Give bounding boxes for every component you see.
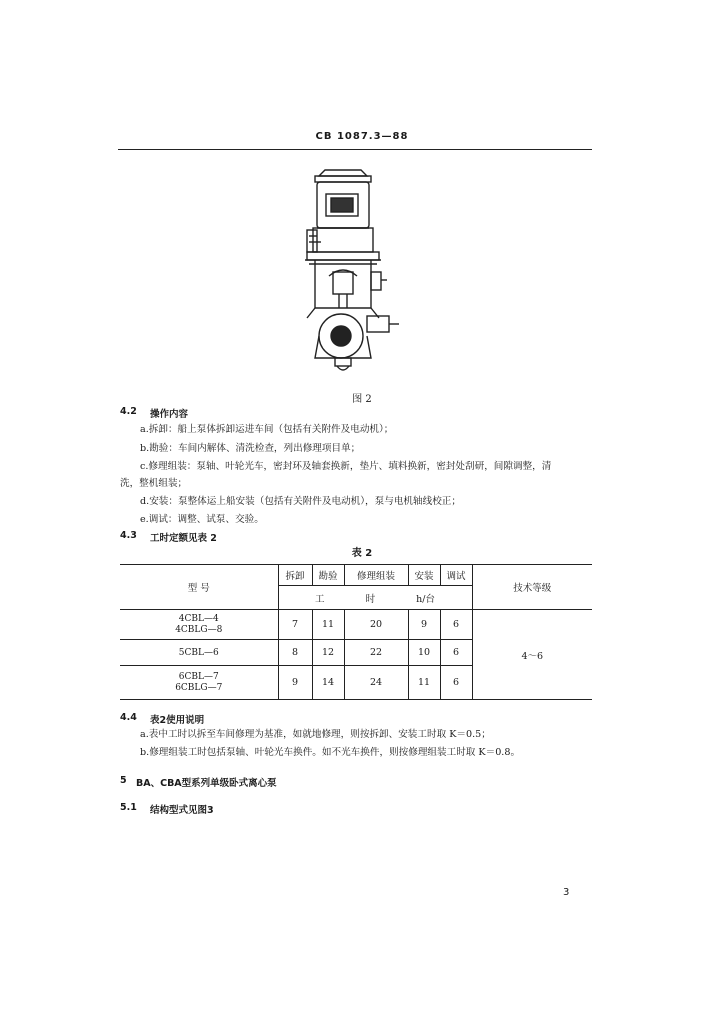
model-cell — [120, 610, 278, 640]
section-4-4-title: 表2使用说明 — [150, 715, 205, 726]
section-4-2-title: 操作内容 — [150, 409, 189, 420]
value-cell: 22 — [344, 640, 408, 666]
value-cell: 11 — [312, 610, 344, 640]
model-text: 4CBLG—8 — [175, 624, 223, 635]
value-cell: 8 — [278, 640, 312, 666]
header-rule — [118, 149, 592, 150]
unit-text: 工 — [315, 593, 325, 605]
unit-cell — [278, 586, 472, 610]
pump-drawing — [295, 168, 415, 378]
s42-item-b: b.勘验：车间内解体、清洗检查，列出修理项目单； — [140, 443, 361, 454]
value-cell: 6 — [440, 640, 472, 666]
table-title: 表 2 — [351, 548, 373, 559]
model-cell: 5CBL—6 — [120, 640, 278, 666]
col-head: 安装 — [408, 565, 440, 586]
value-cell: 11 — [408, 666, 440, 700]
value-cell: 7 — [278, 610, 312, 640]
value-cell: 20 — [344, 610, 408, 640]
s42-item-a: a.拆卸：船上泵体拆卸运进车间（包括有关附件及电动机）； — [140, 424, 394, 435]
value-cell: 9 — [278, 666, 312, 700]
model-text: 4CBL—4 — [178, 613, 219, 624]
s44-item-a: a.表中工时以拆至车间修理为基准，如就地修理，则按拆卸、安装工时取 K＝0.5； — [140, 729, 491, 740]
section-4-4-number: 4.4 — [120, 712, 137, 723]
col-head: 拆卸 — [278, 565, 312, 586]
value-cell: 6 — [440, 666, 472, 700]
section-4-3-title: 工时定额见表 2 — [150, 533, 217, 544]
s42-item-c: c.修理组装：泵轴、叶轮光车，密封环及轴套换新，垫片、填料换新，密封处刮研，间隙调整，清 — [140, 461, 552, 472]
value-cell: 6 — [440, 610, 472, 640]
document-header: CB 1087.3—88 — [315, 131, 409, 142]
section-4-2-number: 4.2 — [120, 406, 137, 417]
s42-item-c-cont: 洗，整机组装； — [120, 478, 188, 489]
page-number: 3 — [563, 887, 570, 898]
grade-cell: 4～6 — [472, 610, 592, 700]
table-head-grade: 技术等级 — [472, 565, 592, 610]
figure-caption: 图 2 — [352, 394, 372, 405]
value-cell: 10 — [408, 640, 440, 666]
col-head: 调试 — [440, 565, 472, 586]
value-cell: 14 — [312, 666, 344, 700]
work-hour-table — [120, 564, 592, 700]
section-5-1-number: 5.1 — [120, 802, 137, 813]
s42-item-e: e.调试：调整、试泵、交验。 — [140, 514, 264, 525]
value-cell: 12 — [312, 640, 344, 666]
model-cell — [120, 666, 278, 700]
s42-item-d: d.安装：泵整体运上船安装（包括有关附件及电动机），泵与电机轴线校正； — [140, 496, 461, 507]
model-text: 6CBLG—7 — [175, 682, 223, 693]
table-head-model: 型 号 — [120, 565, 278, 610]
unit-text: 时 — [365, 593, 376, 605]
section-5-1-title: 结构型式见图3 — [150, 805, 214, 816]
s44-item-b: b.修理组装工时包括泵轴、叶轮光车换件。如不光车换件，则按修理组装工时取 K＝0.8。 — [140, 747, 521, 758]
col-head: 修理组装 — [344, 565, 408, 586]
model-text: 6CBL—7 — [178, 671, 219, 682]
section-5-number: 5 — [120, 775, 127, 786]
value-cell: 24 — [344, 666, 408, 700]
value-cell: 9 — [408, 610, 440, 640]
section-5-title: BA、CBA型系列单级卧式离心泵 — [136, 778, 277, 789]
unit-text: h/台 — [416, 593, 435, 605]
section-4-3-number: 4.3 — [120, 530, 137, 541]
col-head: 勘验 — [312, 565, 344, 586]
